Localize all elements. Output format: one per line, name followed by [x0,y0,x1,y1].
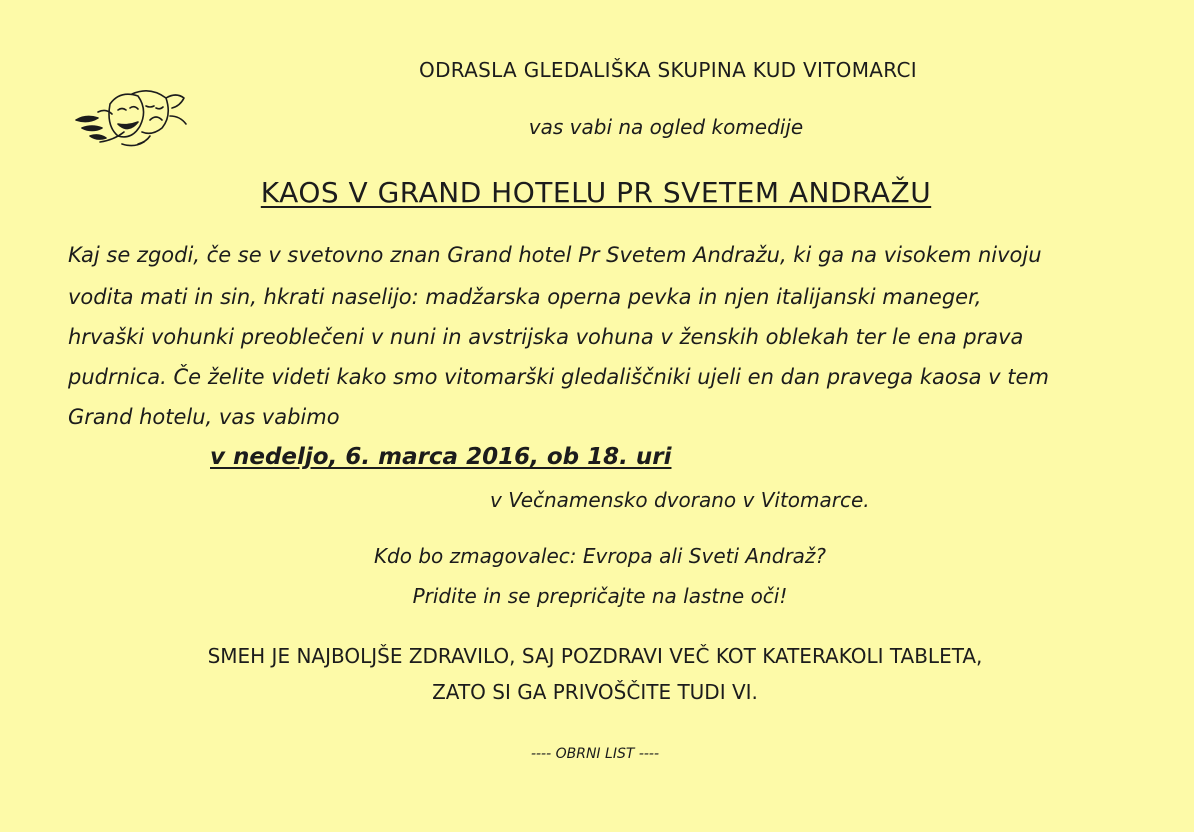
motto-line-1: SMEH JE NAJBOLJŠE ZDRAVILO, SAJ POZDRAVI VEČ KOT KATERAKOLI TABLETA, [207,644,983,668]
play-title: KAOS V GRAND HOTELU PR SVETEM ANDRAŽU [260,176,932,209]
event-venue: v Večnamensko dvorano v Vitomarce. [490,488,870,512]
event-date: v nedeljo, 6. marca 2016, ob 18. uri [210,444,672,470]
description-line: pudrnica. Če želite videti kako smo vitomarški gledališčniki ujeli en dan pravega kaosa v tem [68,365,1049,389]
theatre-masks-icon [70,86,190,152]
question-line-2: Pridite in se prepričajte na lastne oči! [412,584,788,608]
scan-edge-bottom [0,832,1200,836]
turn-page-note: ---- OBRNI LIST ---- [530,746,660,762]
description-line: Kaj se zgodi, če se v svetovno znan Grand hotel Pr Svetem Andražu, ki ga na visokem nivoju [68,243,1042,267]
description-line: hrvaški vohunki preoblečeni v nuni in avstrijska vohuna v ženskih oblekah ter le ena prava [68,325,1024,349]
question-line-1: Kdo bo zmagovalec: Evropa ali Sveti Andraž? [373,544,827,568]
scan-edge-right [1194,0,1200,836]
description-line: vodita mati in sin, hkrati naselijo: madžarska operna pevka in njen italijanski maneger, [68,285,982,309]
description-line: Grand hotelu, vas vabimo [68,405,340,429]
organization-name: ODRASLA GLEDALIŠKA SKUPINA KUD VITOMARCI [419,58,917,82]
invitation-line: vas vabi na ogled komedije [528,115,804,139]
motto-line-2: ZATO SI GA PRIVOŠČITE TUDI VI. [432,680,758,704]
